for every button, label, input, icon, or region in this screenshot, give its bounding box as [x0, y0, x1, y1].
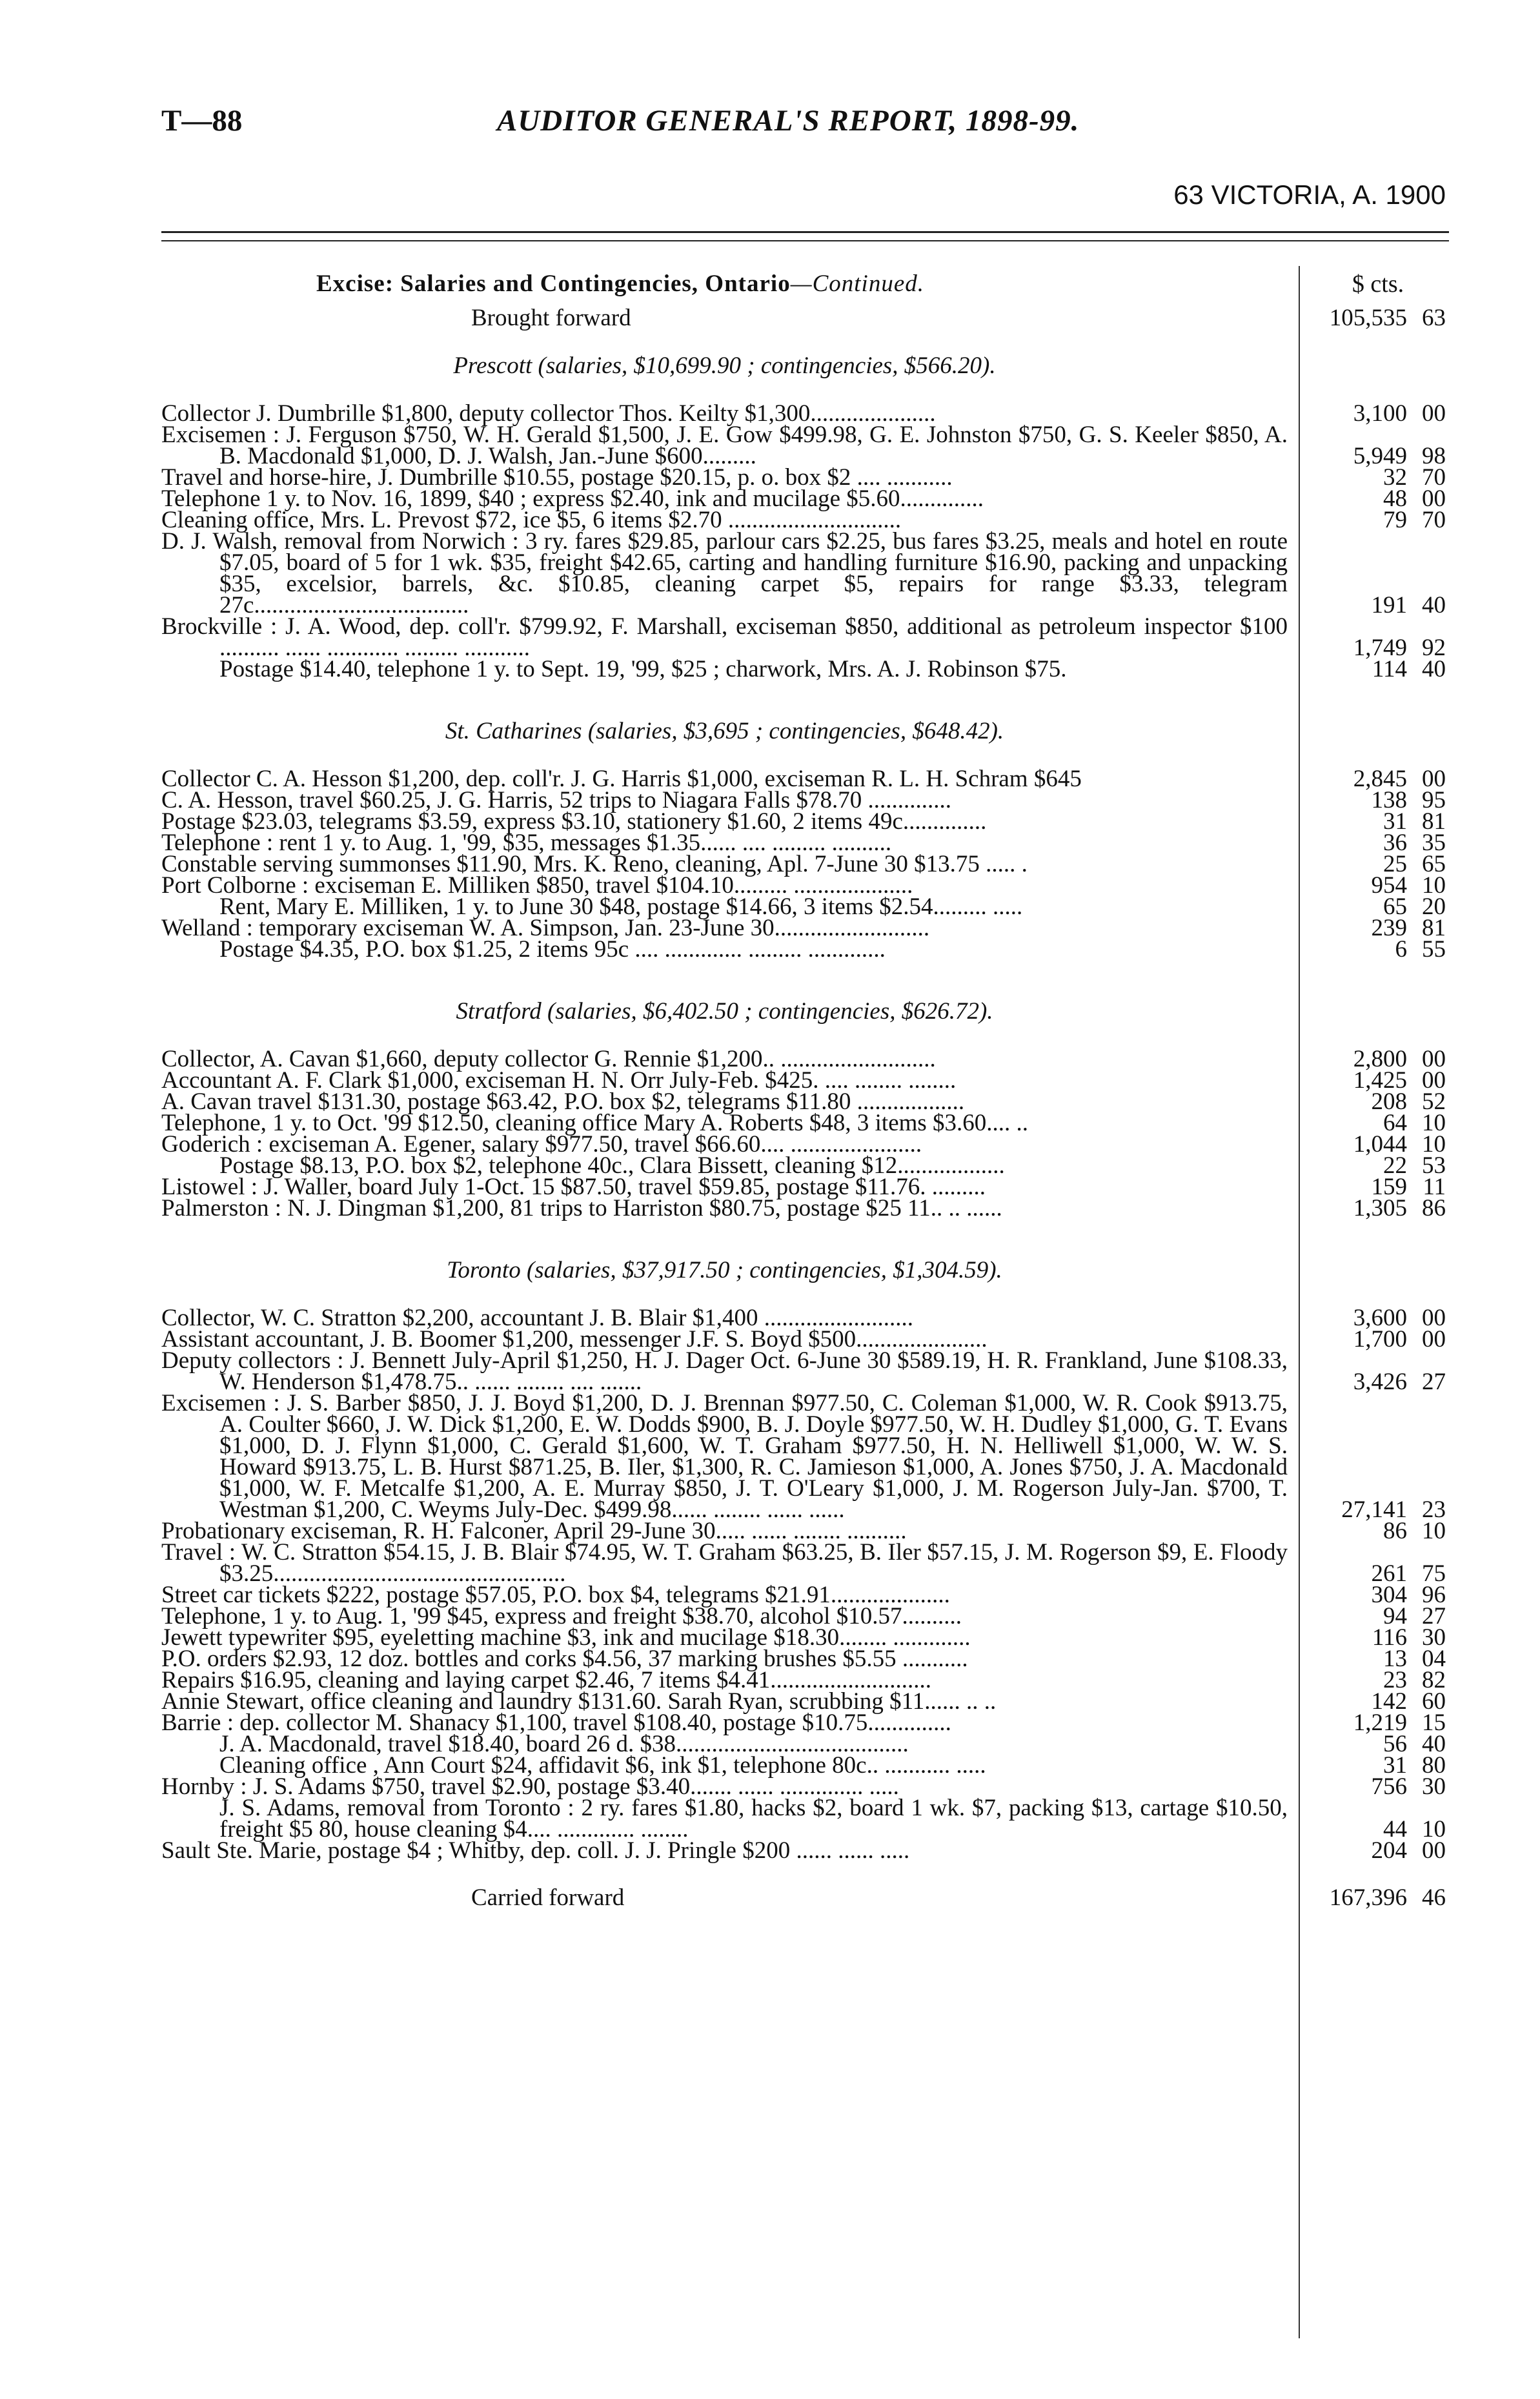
- ledger-entry: [161, 1390, 1449, 1523]
- entry-amount: [1301, 1520, 1449, 1542]
- entry-description: Hornby : J. S. Adams $750, travel $2.90, postage $3.40....... ...... .............. .....: [161, 1773, 899, 1800]
- entry-dollars: 204: [1371, 1837, 1407, 1864]
- entry-dollars: 116: [1372, 1624, 1407, 1651]
- entry-amount: [1301, 936, 1449, 963]
- carried-forward-amount: [1301, 1884, 1449, 1911]
- entry-amount: [1301, 1773, 1449, 1800]
- entry-cents: 00: [1422, 766, 1446, 792]
- entry-dollars: 32: [1383, 464, 1407, 491]
- entry-description: Travel : W. C. Stratton $54.15, J. B. Blair $74.95, W. T. Graham $63.25, B. Iler $57.15, J. M. Rogerson $9, E. Floody $3.25.................................................: [161, 1539, 1288, 1587]
- entry-cents: 81: [1422, 915, 1446, 941]
- entry-description: Collector, A. Cavan $1,660, deputy collector G. Rennie $1,200.. ..........................: [161, 1046, 936, 1072]
- entry-cents: 23: [1422, 1496, 1446, 1523]
- entry-cents: 95: [1422, 787, 1446, 813]
- entry-description: Welland : temporary exciseman W. A. Simpson, Jan. 23-June 30..........................: [161, 915, 930, 941]
- ledger-entry: [161, 424, 1449, 467]
- entry-description: Excisemen : J. Ferguson $750, W. H. Gerald $1,500, J. E. Gow $499.98, G. E. Johnston $750, G. S. Keeler $850, A. B. Macdonald $1,000, D. J. Walsh, Jan.-June $600.........: [161, 422, 1288, 469]
- entry-dollars: 6: [1395, 936, 1407, 963]
- entry-cents: 40: [1422, 592, 1446, 618]
- entry-description: Postage $8.13, P.O. box $2, telephone 40c., Clara Bissett, cleaning $12..................: [219, 1152, 1005, 1179]
- entry-dollars: 1,044: [1353, 1131, 1407, 1158]
- entry-amount: [1301, 1371, 1449, 1393]
- entry-cents: 92: [1422, 635, 1446, 661]
- entry-description: Postage $23.03, telegrams $3.59, express $3.10, stationery $1.60, 2 items 49c..............: [161, 808, 987, 835]
- entry-description: J. S. Adams, removal from Toronto : 2 ry. fares $1.80, hacks $2, board 1 wk. $7, packing $13, cartage $10.50, freight $5 80, house cleaning $4.... ............. ........: [219, 1795, 1288, 1843]
- entry-cents: 11: [1423, 1174, 1446, 1200]
- entry-dollars: 138: [1371, 787, 1407, 813]
- ledger-entry: [161, 1347, 1449, 1395]
- header-rule-bottom: [161, 240, 1449, 241]
- entry-dollars: 1,305: [1353, 1195, 1407, 1221]
- entry-description: Sault Ste. Marie, postage $4 ; Whitby, dep. coll. J. J. Pringle $200 ...... ...... .....: [161, 1837, 910, 1864]
- carried-forward-label: Carried forward: [471, 1884, 625, 1911]
- entry-cents: 20: [1422, 893, 1446, 920]
- entry-cents: 00: [1422, 1305, 1446, 1331]
- entry-cents: 10: [1422, 1131, 1446, 1158]
- entry-description: Annie Stewart, office cleaning and laundry $131.60. Sarah Ryan, scrubbing $11...... .. ..: [161, 1688, 997, 1715]
- ledger-section: [161, 1256, 1449, 1864]
- ledger-entry: [161, 1195, 1449, 1221]
- entry-dollars: 1,700: [1353, 1326, 1407, 1353]
- ledger-body: [161, 305, 1449, 1911]
- ledger-entry: [161, 528, 1449, 618]
- entry-dollars: 48: [1383, 485, 1407, 512]
- entry-description: D. J. Walsh, removal from Norwich : 3 ry. fares $29.85, parlour cars $2.25, bus fares $3.25, meals and hotel en route $7.05, board of 5 for 1 wk. $35, freight $42.65, carting and handling furniture $16.90, packing and unpacking $35, excelsior, barrels, &c. $10.85, cleaning carpet $5, repairs for range $3.33, telegram 27c....................................: [161, 528, 1288, 618]
- brought-forward-cents: 63: [1422, 305, 1446, 331]
- ledger-entry: [161, 658, 1449, 680]
- entry-dollars: 2,800: [1353, 1046, 1407, 1072]
- entry-dollars: 954: [1371, 872, 1407, 899]
- entry-cents: 30: [1422, 1773, 1446, 1800]
- entry-description: Collector, W. C. Stratton $2,200, accountant J. B. Blair $1,400 .........................: [161, 1305, 913, 1331]
- entry-dollars: 208: [1371, 1088, 1407, 1115]
- table-title: [316, 270, 924, 298]
- entry-dollars: 142: [1371, 1688, 1407, 1715]
- entry-description: Collector C. A. Hesson $1,200, dep. coll'r. J. G. Harris $1,000, exciseman R. L. H. Schram $645: [161, 766, 1082, 792]
- entry-cents: 70: [1422, 507, 1446, 533]
- entry-dollars: 36: [1383, 830, 1407, 856]
- ledger-section: [161, 717, 1449, 963]
- entry-cents: 00: [1422, 1837, 1446, 1864]
- entry-cents: 10: [1422, 1110, 1446, 1136]
- entry-cents: 80: [1422, 1752, 1446, 1779]
- section-heading: Toronto (salaries, $37,917.50 ; contingencies, $1,304.59).: [447, 1257, 1002, 1283]
- entry-description: Telephone : rent 1 y. to Aug. 1, '99, $35, messages $1.35...... .... ......... ..........: [161, 830, 892, 856]
- entry-description: Telephone 1 y. to Nov. 16, 1899, $40 ; express $2.40, ink and mucilage $5.60..............: [161, 485, 984, 512]
- table-title-main: Excise: Salaries and Contingencies, Ontario: [316, 271, 791, 297]
- entry-cents: 40: [1422, 1731, 1446, 1757]
- entry-cents: 00: [1422, 1326, 1446, 1353]
- carried-forward-cents: 46: [1422, 1884, 1446, 1911]
- entry-description: P.O. orders $2.93, 12 doz. bottles and corks $4.56, 37 marking brushes $5.55 ...........: [161, 1646, 968, 1672]
- entry-dollars: 27,141: [1341, 1496, 1407, 1523]
- entry-dollars: 756: [1371, 1773, 1407, 1800]
- entry-dollars: 25: [1383, 851, 1407, 877]
- entry-cents: 00: [1422, 1046, 1446, 1072]
- entry-cents: 65: [1422, 851, 1446, 877]
- entry-description: Barrie : dep. collector M. Shanacy $1,100, travel $108.40, postage $10.75..............: [161, 1710, 951, 1736]
- ledger-entry: [161, 1837, 1449, 1864]
- section-heading: Stratford (salaries, $6,402.50 ; contingencies, $626.72).: [456, 998, 993, 1025]
- entry-dollars: 22: [1383, 1152, 1407, 1179]
- entry-description: Probationary exciseman, R. H. Falconer, April 29-June 30..... ...... ........ ..........: [161, 1518, 907, 1544]
- entry-cents: 60: [1422, 1688, 1446, 1715]
- table-title-continued: —Continued.: [790, 271, 925, 297]
- entry-description: Cleaning office , Ann Court $24, affidavit $6, ink $1, telephone 80c.. ........... .....: [219, 1752, 986, 1779]
- entry-amount: [1301, 1837, 1449, 1864]
- entry-description: Goderich : exciseman A. Egener, salary $977.50, travel $66.60.... ......................: [161, 1131, 922, 1158]
- entry-cents: 15: [1422, 1710, 1446, 1736]
- entry-dollars: 86: [1383, 1518, 1407, 1544]
- entry-dollars: 13: [1383, 1646, 1407, 1672]
- entry-cents: 96: [1422, 1582, 1446, 1608]
- session-label: 63 VICTORIA, A. 1900: [1173, 179, 1446, 210]
- entry-amount: [1301, 592, 1449, 618]
- entry-description: J. A. Macdonald, travel $18.40, board 26 d. $38.......................................: [219, 1731, 909, 1757]
- entry-dollars: 65: [1383, 893, 1407, 920]
- entry-cents: 04: [1422, 1646, 1446, 1672]
- entry-cents: 98: [1422, 443, 1446, 469]
- entry-dollars: 64: [1383, 1110, 1407, 1136]
- entry-cents: 10: [1422, 1816, 1446, 1843]
- entry-cents: 27: [1422, 1603, 1446, 1629]
- entry-dollars: 239: [1371, 915, 1407, 941]
- entry-description: Rent, Mary E. Milliken, 1 y. to June 30 $48, postage $14.66, 3 items $2.54......... .....: [219, 893, 1023, 920]
- entry-dollars: 114: [1372, 656, 1407, 682]
- entry-description: Collector J. Dumbrille $1,800, deputy collector Thos. Keilty $1,300.....................: [161, 400, 936, 427]
- entry-cents: 75: [1422, 1560, 1446, 1587]
- entry-dollars: 3,600: [1353, 1305, 1407, 1331]
- entry-cents: 86: [1422, 1195, 1446, 1221]
- entry-cents: 53: [1422, 1152, 1446, 1179]
- carried-forward-dollars: 167,396: [1329, 1884, 1407, 1911]
- entry-description: Port Colborne : exciseman E. Milliken $850, travel $104.10......... ....................: [161, 872, 913, 899]
- ledger-entry: [161, 936, 1449, 963]
- entry-dollars: 44: [1383, 1816, 1407, 1843]
- entry-dollars: 159: [1371, 1174, 1407, 1200]
- sections-container: [161, 352, 1449, 1864]
- entry-description: Palmerston : N. J. Dingman $1,200, 81 trips to Harriston $80.75, postage $25 11.. .. ......: [161, 1195, 1002, 1221]
- entry-cents: 10: [1422, 1518, 1446, 1544]
- entry-description: Assistant accountant, J. B. Boomer $1,200, messenger J.F. S. Boyd $500......................: [161, 1326, 988, 1353]
- entry-dollars: 1,749: [1353, 635, 1407, 661]
- money-column-header: $ cts.: [1352, 271, 1404, 298]
- report-title: AUDITOR GENERAL'S REPORT, 1898-99.: [497, 104, 1080, 138]
- entry-description: Postage $14.40, telephone 1 y. to Sept. 19, '99, $25 ; charwork, Mrs. A. J. Robinson $75.: [219, 656, 1067, 682]
- table-heading: [161, 265, 1449, 303]
- entry-amount: [1301, 509, 1449, 531]
- section-heading: St. Catharines (salaries, $3,695 ; contingencies, $648.42).: [445, 718, 1004, 744]
- entry-cents: 52: [1422, 1088, 1446, 1115]
- brought-forward-amount: [1301, 307, 1449, 329]
- entry-dollars: 191: [1371, 592, 1407, 618]
- entry-cents: 40: [1422, 656, 1446, 682]
- entry-amount: [1301, 1326, 1449, 1353]
- entry-dollars: 261: [1371, 1560, 1407, 1587]
- entry-dollars: 31: [1383, 1752, 1407, 1779]
- page-number: T—88: [161, 104, 243, 138]
- entry-description: Accountant A. F. Clark $1,000, exciseman H. N. Orr July-Feb. $425. .... ........ ........: [161, 1067, 957, 1094]
- entry-dollars: 1,425: [1353, 1067, 1407, 1094]
- brought-forward-row: [161, 307, 1449, 329]
- entry-description: Cleaning office, Mrs. L. Prevost $72, ice $5, 6 items $2.70 .............................: [161, 507, 902, 533]
- entry-description: Excisemen : J. S. Barber $850, J. J. Boyd $1,200, D. J. Brennan $977.50, C. Coleman $1,000, W. R. Cook $913.75, A. Coulter $660, J. W. Dick $1,200, E. W. Dodds $900, B. J. Doyle $977.50, W. H. Dudley $1,000, G. T. Evans $1,000, D. J. Flynn $1,000, C. Gerald $1,600, W. T. Graham $977.50, H. N. Helliwell $1,000, W. W. S. Howard $913.75, L. B. Hurst $871.25, B. Iler, $1,300, R. C. Jamieson $1,000, A. Jones $750, J. A. Macdonald $1,000, W. F. Metcalfe $1,200, A. E. Murray $850, J. T. O'Leary $1,000, J. M. Rogerson July-Jan. $700, T. Westman $1,200, C. Weyms July-Dec. $499.98...... ........ ...... ......: [161, 1390, 1288, 1523]
- carried-forward-row: [161, 1884, 1449, 1911]
- entry-dollars: 2,845: [1353, 766, 1407, 792]
- entry-cents: 55: [1422, 936, 1446, 963]
- ledger-entry: [161, 1795, 1449, 1843]
- brought-forward-label: Brought forward: [471, 305, 631, 331]
- header-rule-top: [161, 231, 1449, 233]
- entry-cents: 00: [1422, 1067, 1446, 1094]
- entry-cents: 81: [1422, 808, 1446, 835]
- entry-description: Telephone, 1 y. to Oct. '99 $12.50, cleaning office Mary A. Roberts $48, 3 items $3.60.... ..: [161, 1110, 1029, 1136]
- entry-description: Street car tickets $222, postage $57.05, P.O. box $4, telegrams $21.91....................: [161, 1582, 950, 1608]
- running-head: [161, 103, 1446, 210]
- entry-dollars: 304: [1371, 1582, 1407, 1608]
- entry-dollars: 23: [1383, 1667, 1407, 1693]
- entry-dollars: 1,219: [1353, 1710, 1407, 1736]
- entry-description: Listowel : J. Waller, board July 1-Oct. 15 $87.50, travel $59.85, postage $11.76. .........: [161, 1174, 986, 1200]
- entry-description: Brockville : J. A. Wood, dep. coll'r. $799.92, F. Marshall, exciseman $850, additional as petroleum inspector $100 .......... ...... ............ ......... ...........: [161, 613, 1288, 661]
- entry-description: A. Cavan travel $131.30, postage $63.42, P.O. box $2, telegrams $11.80 ..................: [161, 1088, 965, 1115]
- entry-description: Travel and horse-hire, J. Dumbrille $10.55, postage $20.15, p. o. box $2 .... ...........: [161, 464, 953, 491]
- entry-cents: 00: [1422, 400, 1446, 427]
- entry-amount: [1301, 658, 1449, 680]
- entry-description: Deputy collectors : J. Bennett July-April $1,250, H. J. Dager Oct. 6-June 30 $589.19, H. R. Frankland, June $108.33, W. Henderson $1,478.75.. ...... ........ .... .......: [161, 1347, 1288, 1395]
- entry-amount: [1301, 400, 1449, 427]
- entry-description: Constable serving summonses $11.90, Mrs. K. Reno, cleaning, Apl. 7-June 30 $13.75 ..... .: [161, 851, 1028, 877]
- entry-dollars: 94: [1383, 1603, 1407, 1629]
- entry-cents: 30: [1422, 1624, 1446, 1651]
- entry-dollars: 3,426: [1353, 1369, 1407, 1395]
- section-heading: Prescott (salaries, $10,699.90 ; contingencies, $566.20).: [453, 352, 996, 379]
- entry-cents: 82: [1422, 1667, 1446, 1693]
- entry-description: Postage $4.35, P.O. box $1.25, 2 items 95c .... ............. ......... .............: [219, 936, 886, 963]
- entry-dollars: 3,100: [1353, 400, 1407, 427]
- entry-dollars: 31: [1383, 808, 1407, 835]
- ledger-section: [161, 352, 1449, 680]
- entry-description: Jewett typewriter $95, eyeletting machine $3, ink and mucilage $18.30........ .............: [161, 1624, 971, 1651]
- ledger-section: [161, 997, 1449, 1219]
- entry-cents: 00: [1422, 485, 1446, 512]
- entry-description: Telephone, 1 y. to Aug. 1, '99 $45, express and freight $38.70, alcohol $10.57..........: [161, 1603, 962, 1629]
- ledger-entry: [161, 613, 1449, 661]
- entry-cents: 70: [1422, 464, 1446, 491]
- entry-amount: [1301, 1195, 1449, 1221]
- brought-forward-dollars: 105,535: [1329, 305, 1407, 331]
- entry-cents: 35: [1422, 830, 1446, 856]
- entry-dollars: 56: [1383, 1731, 1407, 1757]
- entry-cents: 10: [1422, 872, 1446, 899]
- entry-dollars: 79: [1383, 507, 1407, 533]
- entry-cents: 27: [1422, 1369, 1446, 1395]
- entry-dollars: 5,949: [1353, 443, 1407, 469]
- ledger-entry: [161, 1539, 1449, 1587]
- entry-description: Repairs $16.95, cleaning and laying carpet $2.46, 7 items $4.41...........................: [161, 1667, 932, 1693]
- entry-description: C. A. Hesson, travel $60.25, J. G. Harris, 52 trips to Niagara Falls $78.70 ..............: [161, 787, 951, 813]
